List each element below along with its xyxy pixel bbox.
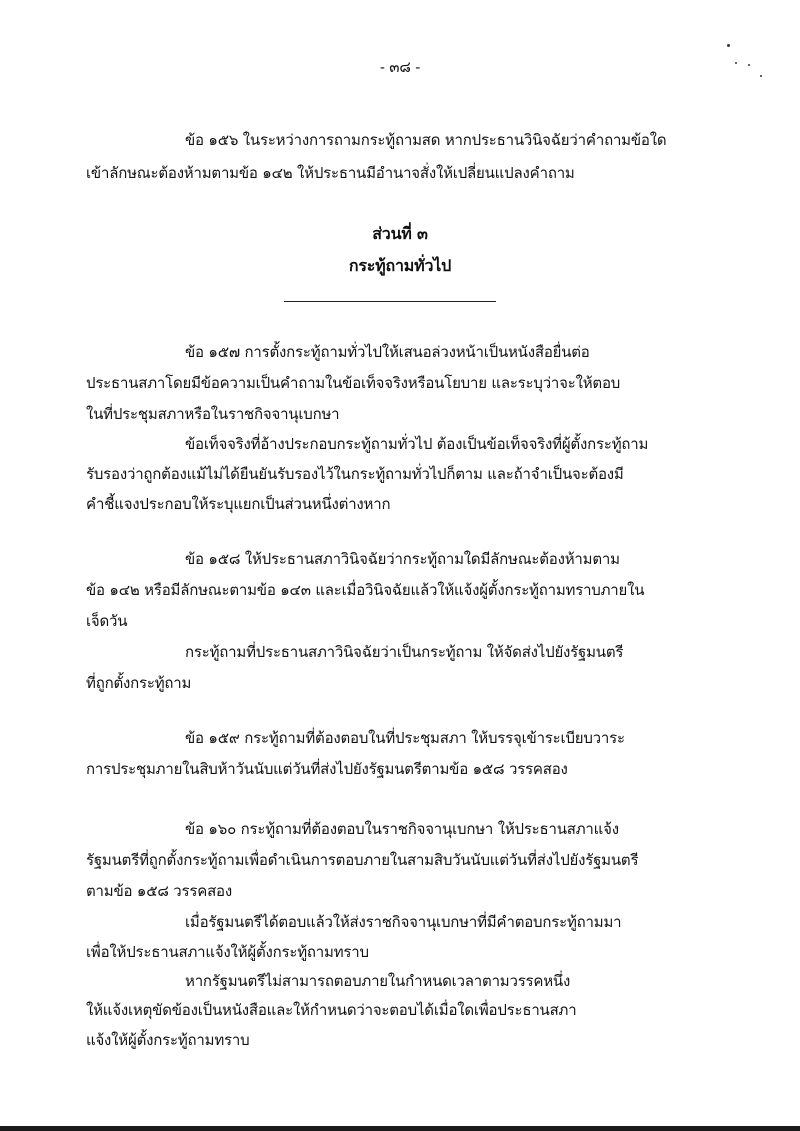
text-line: ข้อ ๑๔๒ หรือมีลักษณะตามข้อ ๑๔๓ และเมื่อวินิจฉัยแล้วให้แจ้งผู้ตั้งกระทู้ถามทราบภายใน (86, 581, 645, 599)
text-line: ในที่ประชุมสภาหรือในราชกิจจานุเบกษา (86, 405, 340, 423)
text-line: รัฐมนตรีที่ถูกตั้งกระทู้ถามเพื่อดำเนินการตอบภายในสามสิบวันนับแต่วันที่ส่งไปยังรัฐมนตรี (86, 851, 639, 869)
text-line: ข้อ ๑๕๖ ในระหว่างการถามกระทู้ถามสด หากประธานวินิจฉัยว่าคำถามข้อใด (185, 131, 667, 149)
page-number: - ๓๘ - (379, 58, 421, 76)
text-line: ข้อ ๑๕๙ กระทู้ถามที่ต้องตอบในที่ประชุมสภา ให้บรรจุเข้าระเบียบวาระ (185, 729, 625, 747)
text-line: คำชี้แจงประกอบให้ระบุแยกเป็นส่วนหนึ่งต่างหาก (86, 495, 391, 513)
text-line: กระทู้ถามที่ประธานสภาวินิจฉัยว่าเป็นกระทู้ถาม ให้จัดส่งไปยังรัฐมนตรี (185, 643, 624, 661)
text-line: ที่ถูกตั้งกระทู้ถาม (86, 674, 192, 692)
text-line: ข้อ ๑๖๐ กระทู้ถามที่ต้องตอบในราชกิจจานุเบกษา ให้ประธานสภาแจ้ง (185, 820, 619, 838)
text-line: แจ้งให้ผู้ตั้งกระทู้ถามทราบ (86, 1031, 250, 1049)
section-title: กระทู้ถามทั่วไป (348, 256, 452, 275)
text-line: รับรองว่าถูกต้องแม้ไม่ได้ยืนยันรับรองไว้ในกระทู้ถามทั่วไปก็ตาม และถ้าจำเป็นจะต้องมี (86, 465, 624, 483)
text-line: เพื่อให้ประธานสภาแจ้งให้ผู้ตั้งกระทู้ถามทราบ (86, 943, 369, 961)
scan-speck (748, 64, 750, 66)
scan-bottom-edge (0, 1126, 800, 1131)
text-line: หากรัฐมนตรีไม่สามารถตอบภายในกำหนดเวลาตามวรรคหนึ่ง (185, 972, 571, 990)
text-line: ข้อ ๑๕๘ ให้ประธานสภาวินิจฉัยว่ากระทู้ถามใดมีลักษณะต้องห้ามตาม (185, 550, 620, 568)
text-line: ตามข้อ ๑๕๘ วรรคสอง (86, 882, 232, 900)
text-line: ประธานสภาโดยมีข้อความเป็นคำถามในข้อเท็จจริงหรือนโยบาย และระบุว่าจะให้ตอบ (86, 374, 621, 392)
text-line: เข้าลักษณะต้องห้ามตามข้อ ๑๔๒ ให้ประธานมีอำนาจสั่งให้เปลี่ยนแปลงคำถาม (86, 164, 575, 182)
text-line: ให้แจ้งเหตุขัดข้องเป็นหนังสือและให้กำหนดว่าจะตอบได้เมื่อใดเพื่อประธานสภา (86, 1001, 577, 1019)
scan-speck (727, 44, 730, 47)
text-line: เจ็ดวัน (86, 612, 128, 630)
section-heading: ส่วนที่ ๓ (372, 224, 428, 243)
scan-speck (760, 75, 762, 77)
text-line: การประชุมภายในสิบห้าวันนับแต่วันที่ส่งไปยังรัฐมนตรีตามข้อ ๑๕๘ วรรคสอง (86, 760, 568, 778)
text-line: เมื่อรัฐมนตรีได้ตอบแล้วให้ส่งราชกิจจานุเบกษาที่มีคำตอบกระทู้ถามมา (185, 913, 622, 931)
section-divider (284, 301, 496, 302)
scan-speck (735, 62, 737, 64)
text-line: ข้อ ๑๕๗ การตั้งกระทู้ถามทั่วไปให้เสนอล่วงหน้าเป็นหนังสือยื่นต่อ (185, 343, 590, 361)
text-line: ข้อเท็จจริงที่อ้างประกอบกระทู้ถามทั่วไป ต้องเป็นข้อเท็จจริงที่ผู้ตั้งกระทู้ถาม (185, 435, 649, 453)
